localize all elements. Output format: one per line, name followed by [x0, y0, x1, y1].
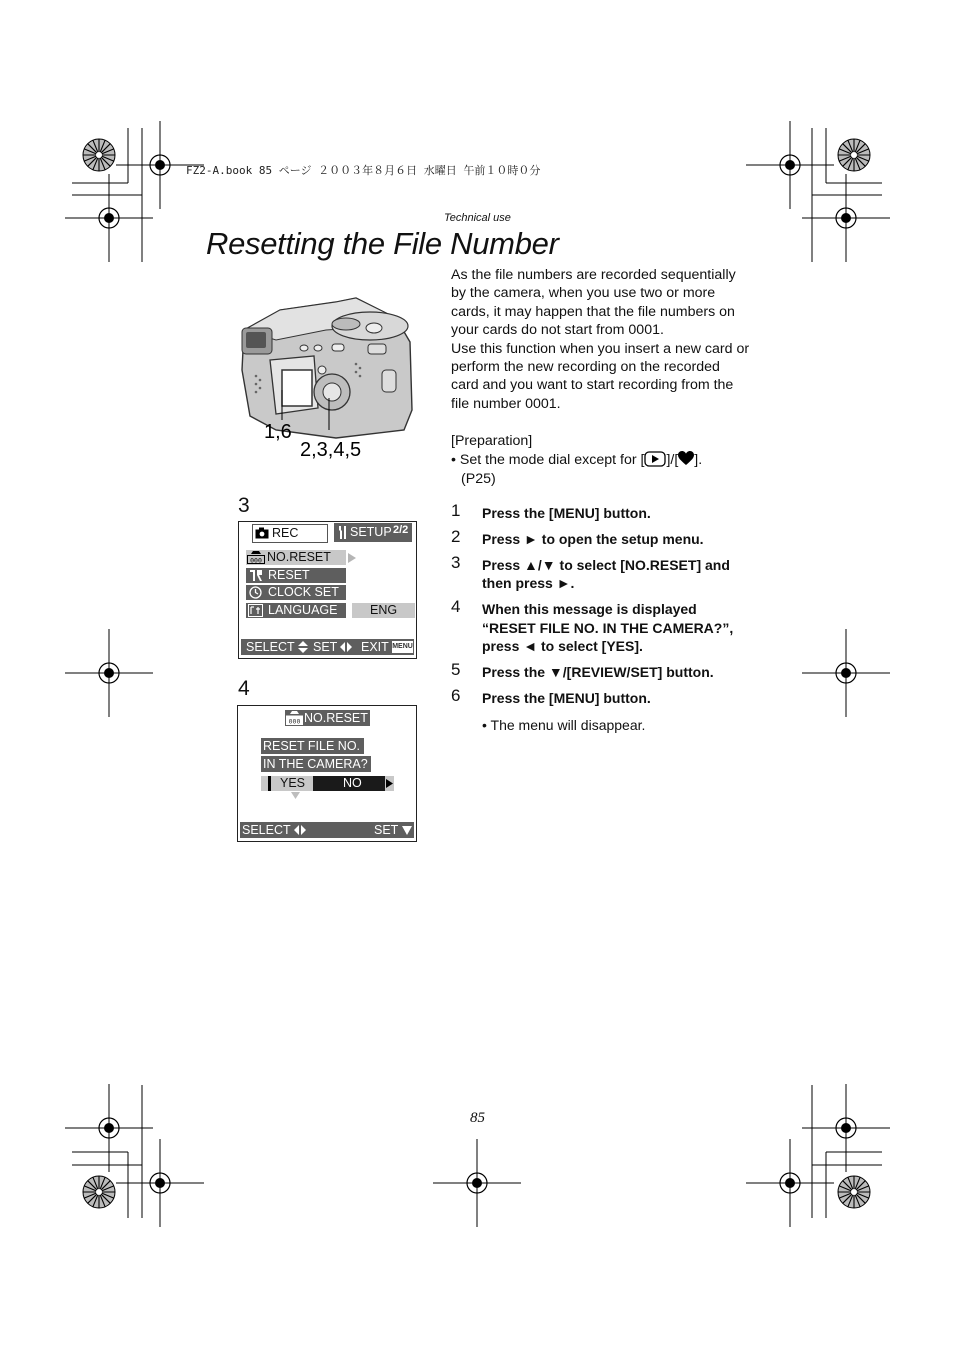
file-number-icon [286, 711, 303, 725]
intro-paragraph: As the file numbers are recorded sequentially by the camera, when you use two or more cards, it may happen that the file numbers on your cards do not start from 0001. [451, 267, 736, 339]
step-item: 6 Press the [MENU] button. [451, 686, 651, 707]
page-number: 85 [470, 1110, 485, 1126]
camera-illustration [236, 290, 418, 470]
svg-text:000: 000 [250, 556, 262, 564]
svg-text:000: 000 [288, 717, 301, 725]
intro-paragraph: Use this function when you insert a new card or perform the new recording on the recorded card and you want to start recording from the file number 0001. [451, 340, 750, 412]
arrow-right-icon [348, 553, 356, 563]
dialog-header: 000 NO.RESET [285, 710, 370, 726]
menu-item-reset[interactable]: RESET [246, 568, 346, 583]
step-item: 4 When this message is displayed “RESET FILE NO. IN THE CAMERA?”, press ◄ to select [YES]. [451, 597, 734, 655]
dialog-footer: SELECT SET [240, 822, 414, 838]
clock-icon [249, 586, 262, 599]
step-note: • The menu will disappear. [482, 717, 646, 733]
left-right-icon [294, 825, 306, 835]
step-item: 3 Press ▲/▼ to select [NO.RESET] and then press ►. [451, 553, 730, 592]
preparation-heading: [Preparation] [451, 433, 533, 449]
menu-item-language[interactable]: LANGUAGE [246, 603, 346, 618]
language-icon [248, 604, 263, 617]
menu-footer: SELECT SET EXIT MENU [241, 639, 414, 655]
dialog-message-line: IN THE CAMERA? [261, 756, 371, 772]
left-right-icon [340, 642, 352, 652]
section-label: Technical use [444, 212, 511, 224]
tab-rec: REC [252, 524, 328, 543]
step-item: 1 Press the [MENU] button. [451, 501, 651, 521]
step-item: 2 Press ► to open the setup menu. [451, 527, 704, 547]
setup-menu-screen [238, 521, 417, 659]
camera-icon [255, 527, 269, 539]
page-title: Resetting the File Number [206, 226, 559, 261]
arrow-right-icon [386, 779, 393, 788]
figure-4-label: 4 [238, 677, 250, 700]
figure-3-label: 3 [238, 494, 250, 517]
callout-label: 1,6 [264, 421, 292, 443]
menu-item-clock-set[interactable]: CLOCK SET [246, 585, 346, 600]
intro-text [451, 266, 751, 413]
tab-setup: SETUP 2/2 [334, 523, 412, 542]
arrow-right-slot [385, 776, 394, 791]
up-down-icon [298, 641, 308, 653]
heart-icon [678, 451, 694, 466]
reset-confirm-screen [237, 705, 417, 842]
step-item: 5 Press the ▼/[REVIEW/SET] button. [451, 660, 714, 681]
menu-badge: MENU [392, 641, 413, 653]
playback-icon [644, 451, 666, 467]
wrench-icon [337, 525, 348, 540]
arrow-down-icon [291, 792, 300, 799]
step-list [451, 501, 751, 715]
yes-option[interactable]: YES [261, 776, 313, 791]
dialog-message-line: RESET FILE NO. [261, 738, 364, 754]
arrow-down-icon [402, 826, 412, 835]
callout-label: 2,3,4,5 [300, 439, 362, 461]
print-header: FZ2-A.book 85 ページ ２００３年８月６日 水曜日 午前１０時０分 [186, 164, 541, 177]
menu-item-no-reset[interactable]: 000 NO.RESET [246, 550, 346, 565]
file-number-icon [247, 551, 265, 564]
reset-icon [249, 569, 263, 582]
page-indicator: 2/2 [393, 524, 409, 536]
preparation-bullet: • Set the mode dial except for [ ]/[ ]. (P25) [451, 452, 703, 487]
preparation [451, 432, 751, 488]
language-value: ENG [352, 603, 415, 618]
no-option[interactable]: NO [313, 776, 385, 791]
